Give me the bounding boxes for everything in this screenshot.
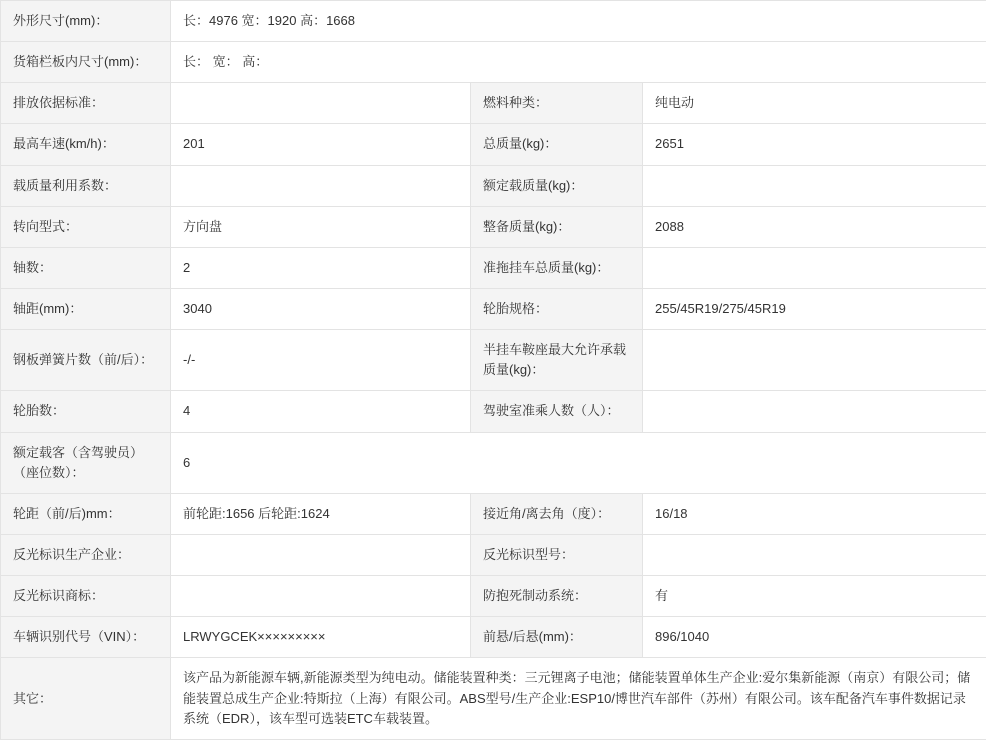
row-label: 最高车速(km/h)： [1, 124, 171, 165]
row-label: 整备质量(kg)： [471, 206, 643, 247]
row-value: 896/1040 [643, 617, 986, 658]
row-label: 载质量利用系数： [1, 165, 171, 206]
table-row [1, 42, 986, 83]
table-row [1, 493, 986, 534]
row-value: 2088 [643, 206, 986, 247]
row-value: 2 [171, 247, 471, 288]
row-label: 货箱栏板内尺寸(mm)： [1, 42, 171, 83]
row-label: 轮距（前/后)mm： [1, 493, 171, 534]
table-row-other [1, 658, 986, 739]
row-label: 总质量(kg)： [471, 124, 643, 165]
row-value [643, 330, 986, 391]
table-row [1, 576, 986, 617]
row-label: 轴数： [1, 247, 171, 288]
row-value: 方向盘 [171, 206, 471, 247]
row-label: 车辆识别代号（VIN）： [1, 617, 171, 658]
row-label: 驾驶室准乘人数（人）： [471, 391, 643, 432]
row-value: 2651 [643, 124, 986, 165]
table-row [1, 165, 986, 206]
row-value: 6 [171, 432, 986, 493]
row-value: 4 [171, 391, 471, 432]
table-row [1, 432, 986, 493]
row-value: 长：4976 宽：1920 高：1668 [171, 1, 986, 42]
row-value: 255/45R19/275/45R19 [643, 288, 986, 329]
row-value [171, 576, 471, 617]
row-value: LRWYGCEK××××××××× [171, 617, 471, 658]
row-value [643, 165, 986, 206]
row-value: 前轮距:1656 后轮距:1624 [171, 493, 471, 534]
row-label: 反光标识型号： [471, 534, 643, 575]
row-label: 轮胎规格： [471, 288, 643, 329]
row-value [171, 165, 471, 206]
table-row [1, 617, 986, 658]
row-label: 半挂车鞍座最大允许承载质量(kg)： [471, 330, 643, 391]
row-value [171, 534, 471, 575]
row-label: 准拖挂车总质量(kg)： [471, 247, 643, 288]
spec-table-body [1, 1, 986, 740]
table-row [1, 124, 986, 165]
row-value: 3040 [171, 288, 471, 329]
row-label: 轴距(mm)： [1, 288, 171, 329]
row-label: 接近角/离去角（度）： [471, 493, 643, 534]
table-row [1, 206, 986, 247]
row-label: 排放依据标准： [1, 83, 171, 124]
table-row [1, 1, 986, 42]
row-value: 有 [643, 576, 986, 617]
row-value [171, 83, 471, 124]
row-value: -/- [171, 330, 471, 391]
row-value: 201 [171, 124, 471, 165]
table-row [1, 391, 986, 432]
row-label-other: 其它： [1, 658, 171, 739]
row-label: 轮胎数： [1, 391, 171, 432]
table-row [1, 247, 986, 288]
row-label: 燃料种类： [471, 83, 643, 124]
row-label: 钢板弹簧片数（前/后）： [1, 330, 171, 391]
row-label: 反光标识商标： [1, 576, 171, 617]
table-row [1, 83, 986, 124]
row-label: 额定载质量(kg)： [471, 165, 643, 206]
row-label: 防抱死制动系统： [471, 576, 643, 617]
row-value-other: 该产品为新能源车辆,新能源类型为纯电动。储能装置种类：三元锂离子电池；储能装置单体生产企业:爱尔集新能源（南京）有限公司；储能装置总成生产企业:特斯拉（上海）有限公司。ABS型号/生产企业:ESP10/博世汽车部件（苏州）有限公司。该车配备汽车事件数据记录系统（EDR），该车型可选装ETC车载装置。 [171, 658, 986, 739]
row-label: 转向型式： [1, 206, 171, 247]
row-label: 外形尺寸(mm)： [1, 1, 171, 42]
row-value [643, 391, 986, 432]
table-row [1, 330, 986, 391]
row-label: 额定载客（含驾驶员）（座位数）： [1, 432, 171, 493]
row-value: 纯电动 [643, 83, 986, 124]
row-label: 前悬/后悬(mm)： [471, 617, 643, 658]
row-value [643, 247, 986, 288]
table-row [1, 288, 986, 329]
table-row [1, 534, 986, 575]
row-label: 反光标识生产企业： [1, 534, 171, 575]
row-value [643, 534, 986, 575]
row-value: 16/18 [643, 493, 986, 534]
row-value: 长： 宽： 高： [171, 42, 986, 83]
